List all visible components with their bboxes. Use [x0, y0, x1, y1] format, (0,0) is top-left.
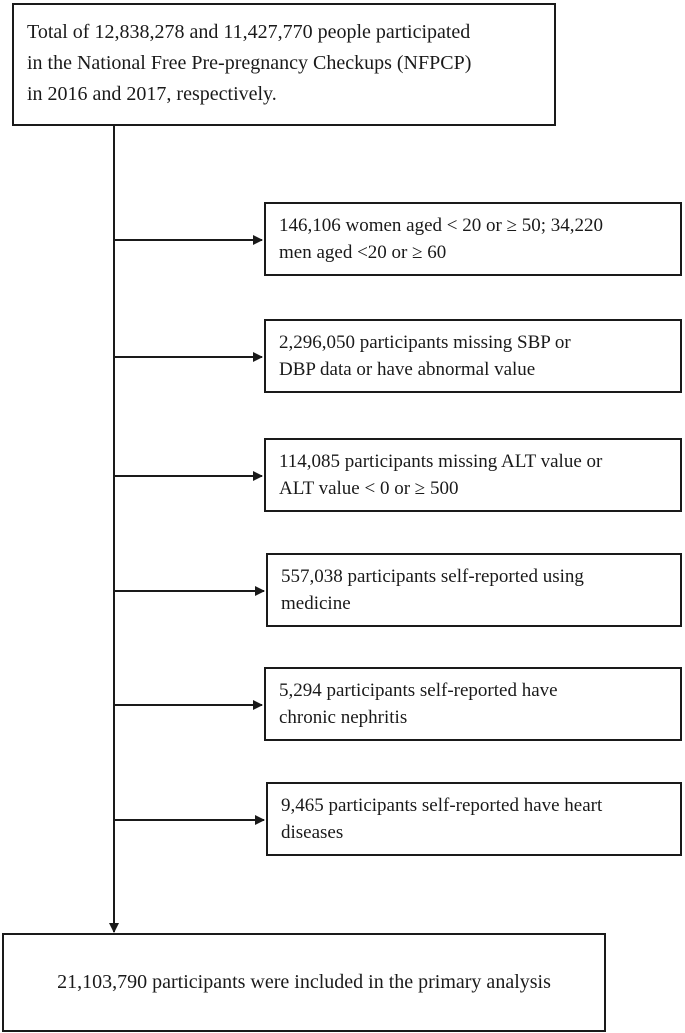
enrollment-text-line-3: in 2016 and 2017, respectively.	[27, 83, 277, 105]
exclusion-text: 114,085 participants missing ALT value or	[279, 451, 603, 472]
exclusion-text: chronic nephritis	[279, 707, 408, 728]
exclusion-text: 146,106 women aged < 20 or ≥ 50; 34,220	[279, 215, 604, 236]
included-participants-text: 21,103,790 participants were included in the primary analysis	[57, 971, 551, 993]
enrollment-text-line-2: in the National Free Pre-pregnancy Checkups (NFPCP)	[27, 52, 472, 74]
exclusion-text: 557,038 participants self-reported using	[281, 566, 584, 587]
included-participants-box	[2, 933, 606, 1032]
exclusion-box-age	[264, 202, 682, 276]
exclusion-text: medicine	[281, 593, 351, 614]
exclusion-box-blood-pressure	[264, 319, 682, 393]
exclusion-text: DBP data or have abnormal value	[279, 359, 536, 380]
enrollment-text-line-1: Total of 12,838,278 and 11,427,770 people participated	[27, 21, 471, 43]
exclusion-text: diseases	[281, 822, 344, 843]
exclusion-text: 9,465 participants self-reported have heart	[281, 795, 603, 816]
exclusion-text: 2,296,050 participants missing SBP or	[279, 332, 571, 353]
exclusion-text: ALT value < 0 or ≥ 500	[279, 478, 459, 499]
exclusion-text: men aged <20 or ≥ 60	[279, 242, 447, 263]
exclusion-box-alt	[264, 438, 682, 512]
enrollment-box	[12, 3, 556, 126]
exclusion-text: 5,294 participants self-reported have	[279, 680, 558, 701]
exclusion-box-medicine	[266, 553, 682, 627]
exclusion-box-nephritis	[264, 667, 682, 741]
exclusion-box-heart-disease	[266, 782, 682, 856]
